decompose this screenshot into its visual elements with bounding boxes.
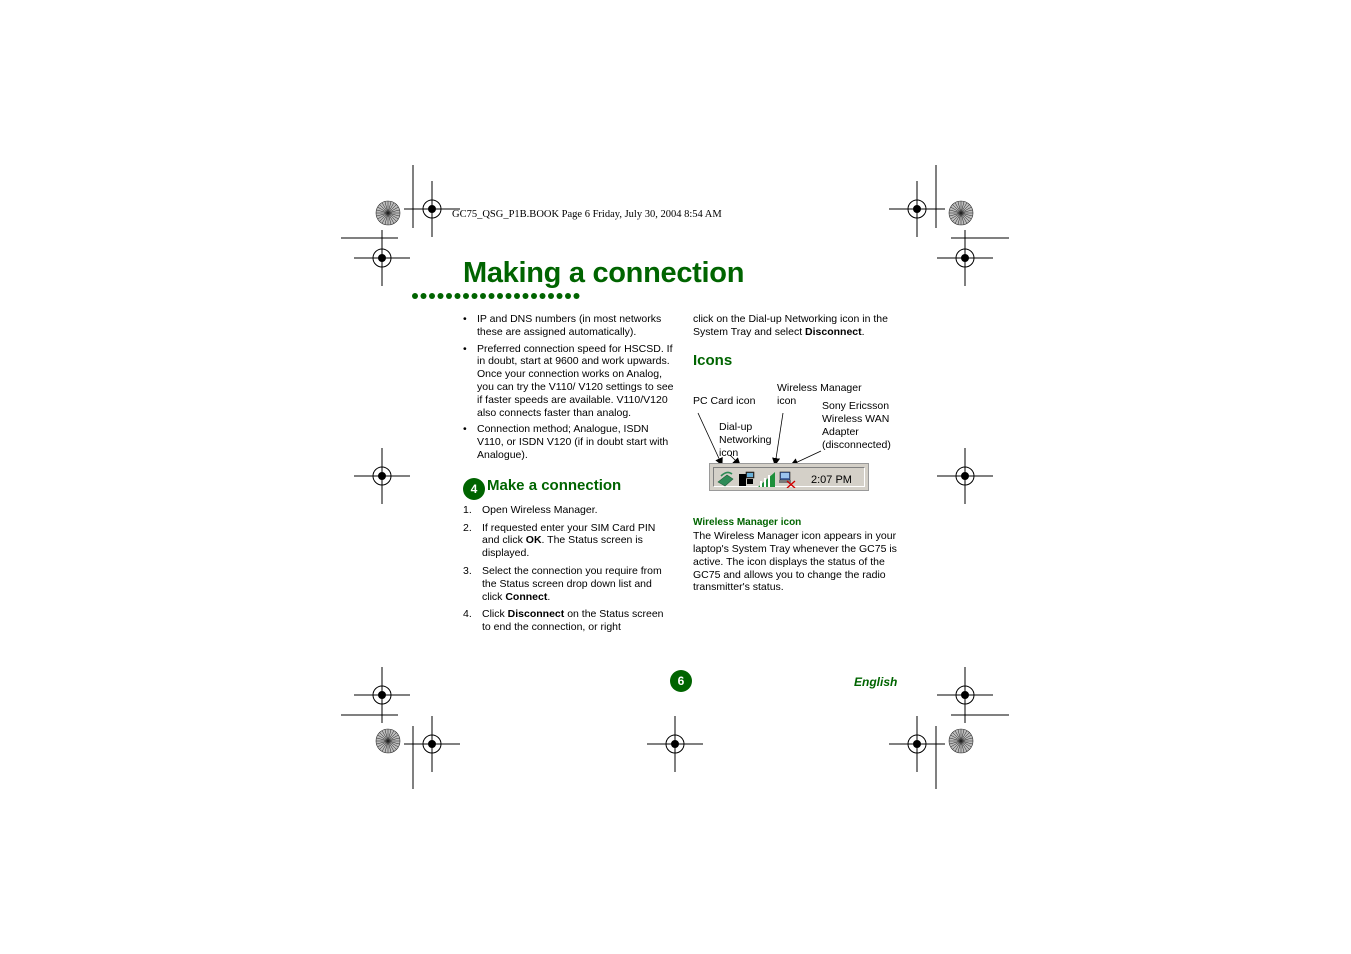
step-index: 4. [463,608,472,621]
wan-adapter-disconnected-icon [779,472,795,488]
step-text: Open Wireless Manager. [482,503,598,516]
continuation-paragraph [693,313,905,339]
rule-dot [489,293,495,299]
rule-dot [523,293,529,299]
step-number-badge: 4 [463,478,485,500]
continuation-text: click on the Dial-up Networking icon in the System Tray and select [693,313,888,338]
rule-dot [421,293,427,299]
pc-card-icon [718,473,733,487]
right-column [693,313,905,594]
wireless-manager-description: The Wireless Manager icon appears in your laptop's System Tray whenever the GC75 is active. The icon displays the status of the GC75 and allows you to change the radio transmitter's status. [693,530,897,594]
step-title: Make a connection [487,476,622,494]
system-tray [709,463,869,491]
left-column [463,313,675,639]
bold-term: Disconnect [805,325,862,338]
rule-dot [429,293,435,299]
step-text: Click [482,608,508,621]
step-text: on the Status screen to end the connection, or right [482,608,664,634]
rule-dot [574,293,580,299]
tray-clock: 2:07 PM [811,474,852,487]
step-index: 1. [463,503,472,516]
rule-dot [548,293,554,299]
rule-dot [557,293,563,299]
footer-language: English [854,675,898,689]
tray-icons [717,470,805,488]
rule-dot [463,293,469,299]
rule-dot [565,293,571,299]
page-title: Making a connection [463,257,745,289]
file-header-line: GC75_QSG_P1B.BOOK Page 6 Friday, July 30, 2004 8:54 AM [452,209,722,220]
list-item [463,504,675,517]
rule-dot [531,293,537,299]
list-item [463,565,675,603]
step-bold-term: Disconnect [507,608,565,621]
wireless-manager-subheading: Wireless Manager icon [693,517,802,529]
step-bold-term: OK [525,534,542,547]
rule-dot [472,293,478,299]
rule-dot [497,293,503,299]
step-index: 3. [463,564,472,577]
pc-card-label: PC Card icon [693,395,756,408]
system-tray-diagram [693,373,905,503]
rule-dot [455,293,461,299]
rule-dot [446,293,452,299]
step-text: . [547,590,551,603]
list-item [463,608,675,634]
step-index: 2. [463,521,472,534]
title-dot-rule [411,290,586,302]
rule-dot [480,293,486,299]
icons-heading: Icons [693,351,733,369]
steps-list [463,504,675,634]
step-text: Select the connection you require from the Status screen drop down list and click [482,564,662,603]
sony-ericsson-label: Sony Ericsson Wireless WAN Adapter (disconnected) [822,400,891,451]
requirements-list [463,313,675,462]
continuation-text: . [861,325,865,338]
rule-dot [540,293,546,299]
rule-dot [514,293,520,299]
rule-dot [506,293,512,299]
page-number-badge: 6 [670,670,692,692]
step-bold-term: Connect [505,590,548,603]
list-item: • IP and DNS numbers (in most networks these are assigned automatically). [463,313,675,339]
step-text: If requested enter your SIM Card PIN and click [482,521,656,547]
dialup-label: Dial-up Networking icon [719,421,772,459]
wireless-manager-arrow [775,413,783,465]
list-item: • Preferred connection speed for HSCSD. If in doubt, start at 9600 and work upwards. Once your connection works on Analog, you can try the V110/ V120 settings to see if faster speeds are available. V110/V120 also connects faster than analog. [463,343,675,420]
step-heading [463,478,675,502]
tray-well [713,467,865,487]
dialup-networking-icon [739,472,754,486]
wireless-manager-icon [758,472,775,487]
step-text: . The Status screen is displayed. [482,534,643,560]
rule-dot [438,293,444,299]
rule-dot [412,293,418,299]
wireless-manager-label: Wireless Manager icon [777,382,862,408]
list-item: • Connection method; Analogue, ISDN V110, or ISDN V120 (if in doubt start with Analogue). [463,423,675,461]
pc-card-arrow [698,413,722,465]
list-item [463,522,675,560]
